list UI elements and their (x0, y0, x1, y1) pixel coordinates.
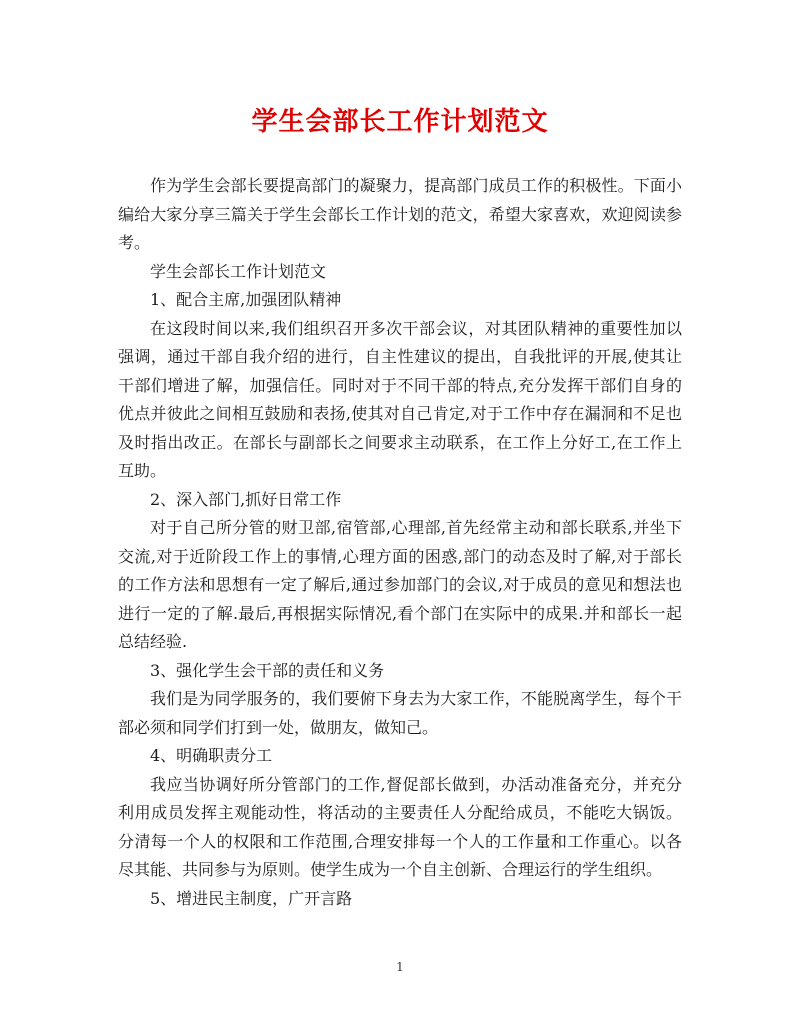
page-number: 1 (396, 960, 404, 974)
heading-2: 2、深入部门,抓好日常工作 (150, 489, 342, 509)
paragraph-4: 我应当协调好所分管部门的工作,督促部长做到，办活动准备充分，并充分利用成员发挥主观能动性，将活动的主要责任人分配给成员，不能吃大锅饭。 分清每一个人的权限和工作范围,合理安排每一个人的工作量和工作重心。以各尽其能、共同参与为原则。使学生成为一个自主创新、合理运行的学生组织。 (118, 774, 682, 879)
document-body (118, 172, 682, 913)
paragraph-1: 在这段时间以来,我们组织召开多次干部会议，对其团队精神的重要性加以强调，通过干部自我介绍的进行，自主性建议的提出，自我批评的开展,使其让干部们增进了解，加强信任。同时对于不同干部的特点,充分发挥干部们自身的优点并彼此之间相互鼓励和表扬,使其对自己肯定,对于工作中存在漏洞和不足也及时指出改正。在部长与副部长之间要求主动联系，在工作上分好工,在工作上互助。 (118, 318, 682, 480)
intro-paragraph: 作为学生会部长要提高部门的凝聚力，提高部门成员工作的积极性。下面小编给大家分享三篇关于学生会部长工作计划的范文，希望大家喜欢，欢迎阅读参考。 (118, 176, 682, 252)
heading-4: 4、明确职责分工 (150, 746, 273, 765)
paragraph-3: 我们是为同学服务的，我们要俯下身去为大家工作，不能脱离学生，每个干部必须和同学们打到一处，做朋友，做知己。 (118, 689, 682, 737)
paragraph-2: 对于自己所分管的财卫部,宿管部,心理部,首先经常主动和部长联系,并坐下交流,对于近阶段工作上的事情,心理方面的困惑,部门的动态及时了解,对于部长的工作方法和思想有一定了解后,通过参加部门的会议,对于成员的意见和想法也进行一定的了解.最后,再根据实际情况,看个部门在实际中的成果.并和部长一起总结经验. (118, 518, 682, 651)
heading-3: 3、强化学生会干部的责任和义务 (150, 660, 385, 680)
section-title: 学生会部长工作计划范文 (150, 261, 327, 281)
heading-5: 5、增进民主制度，广开言路 (150, 888, 353, 908)
document-title: 学生会部长工作计划范文 (251, 107, 549, 137)
heading-1: 1、配合主席,加强团队精神 (150, 290, 342, 309)
